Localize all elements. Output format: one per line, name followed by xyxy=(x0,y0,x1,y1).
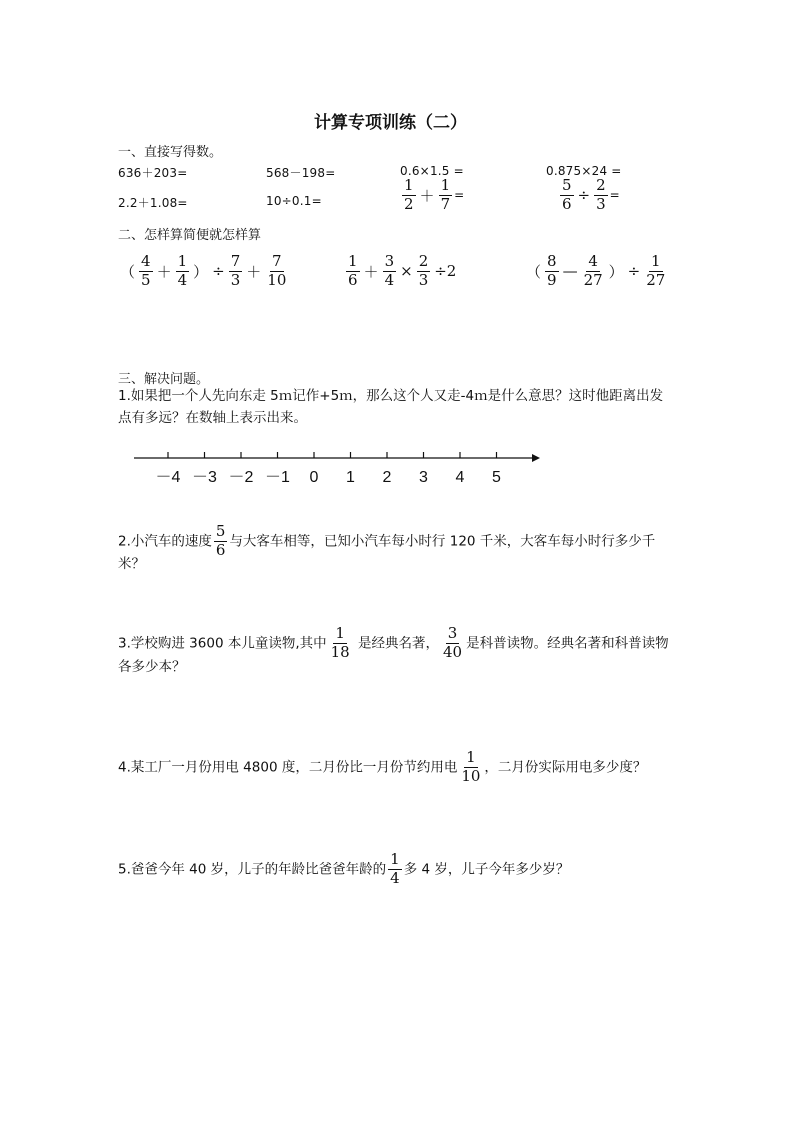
number-line-label: 1 xyxy=(346,469,355,486)
fraction: $\frac{4}{27}$ xyxy=(583,252,603,289)
section-3-heading: 三、解决问题。 xyxy=(118,372,210,387)
number-line-label: 2 xyxy=(382,469,392,486)
fraction: $\frac{1}{27}$ xyxy=(646,252,666,289)
problem-1-7: $\frac{1}{2}$ ＋ $\frac{1}{7}$ = xyxy=(404,176,465,213)
number-line-label: 0 xyxy=(309,469,319,486)
fraction: $\frac{1}{4}$ xyxy=(177,252,188,289)
problem-1-8: $\frac{5}{6}$ ÷ $\frac{2}{3}$ = xyxy=(562,176,620,213)
question-2-line-1: 2.小汽车的速度 $\frac{5}{6}$ 与大客车相等，已知小汽车每小时行 120 千米，大客车每小时行多少千 xyxy=(118,522,656,559)
fraction: $\frac{7}{3}$ xyxy=(230,252,241,289)
question-4: 4.某工厂一月份用电 4800 度，二月份比一月份节约用电 $\frac{1}{10}$ ，二月份实际用电多少度？ xyxy=(118,748,647,785)
problem-1-1: 636＋203= xyxy=(118,166,188,180)
problem-1-4: 0.875×24 = xyxy=(546,164,622,178)
fraction: $\frac{8}{9}$ xyxy=(547,252,557,289)
fraction: $\frac{4}{5}$ xyxy=(141,252,151,289)
expression-2-1: （ $\frac{4}{5}$ ＋ $\frac{1}{4}$ ） ÷ $\frac{7}{3}$ ＋ $\frac{7}{10}$ xyxy=(120,252,287,289)
number-line-label: －1 xyxy=(265,469,290,486)
fraction: $\frac{2}{3}$ xyxy=(418,252,429,289)
fraction: $\frac{3}{40}$ xyxy=(443,624,463,661)
section-1-heading: 一、直接写得数。 xyxy=(118,145,223,160)
fraction: $\frac{1}{10}$ xyxy=(461,748,481,785)
number-line xyxy=(128,446,548,492)
fraction: $\frac{3}{4}$ xyxy=(384,252,395,289)
fraction: $\frac{7}{10}$ xyxy=(267,252,287,289)
fraction: $\frac{2}{3}$ xyxy=(596,176,606,213)
section-2-heading: 二、怎样算简便就怎样算 xyxy=(118,228,262,243)
number-line-label: －2 xyxy=(228,469,254,486)
fraction: $\frac{5}{6}$ xyxy=(215,522,226,559)
number-line-label: 4 xyxy=(455,469,465,486)
fraction: $\frac{5}{6}$ xyxy=(562,176,572,213)
fraction: $\frac{1}{6}$ xyxy=(348,252,358,289)
arrow-right-icon xyxy=(532,454,540,462)
expression-2-3: （ $\frac{8}{9}$ — $\frac{4}{27}$ ） ÷ $\frac{1}{27}$ xyxy=(526,252,666,289)
question-5: 5.爸爸今年 40 岁，儿子的年龄比爸爸年龄的 $\frac{1}{4}$ 多 4 岁，儿子今年多少岁？ xyxy=(118,850,570,887)
fraction: $\frac{1}{18}$ xyxy=(330,624,350,661)
number-line-label: 3 xyxy=(419,469,428,486)
problem-1-3: 0.6×1.5 = xyxy=(400,164,464,178)
question-2-line-2: 米？ xyxy=(118,556,145,572)
fraction: $\frac{1}{7}$ xyxy=(440,176,451,213)
fraction: $\frac{1}{4}$ xyxy=(390,850,400,887)
problem-1-5: 2.2＋1.08= xyxy=(118,196,188,210)
number-line-label: －4 xyxy=(155,469,181,486)
problem-1-2: 568－198= xyxy=(266,166,336,180)
number-line-label: －3 xyxy=(192,469,217,486)
problem-1-6: 10÷0.1= xyxy=(266,194,322,208)
question-3-line-1: 3.学校购进 3600 本儿童读物,其中 $\frac{1}{18}$ 是经典名著， $\frac{3}{40}$ 是科普读物。经典名著和科普读物 xyxy=(118,624,669,661)
number-line-label: 5 xyxy=(492,469,501,486)
page-title: 计算专项训练（二） xyxy=(314,113,467,133)
question-1-line-1: 1.如果把一个人先向东走 5ｍ记作+5ｍ，那么这个人又走-4ｍ是什么意思？这时他距离出发 xyxy=(118,388,664,404)
question-1-line-2: 点有多远？在数轴上表示出来。 xyxy=(118,410,307,426)
fraction: $\frac{1}{2}$ xyxy=(404,176,414,213)
question-3-line-2: 各多少本？ xyxy=(118,659,186,675)
expression-2-2: $\frac{1}{6}$ ＋ $\frac{3}{4}$ × $\frac{2}{3}$ ÷2 xyxy=(348,252,457,289)
